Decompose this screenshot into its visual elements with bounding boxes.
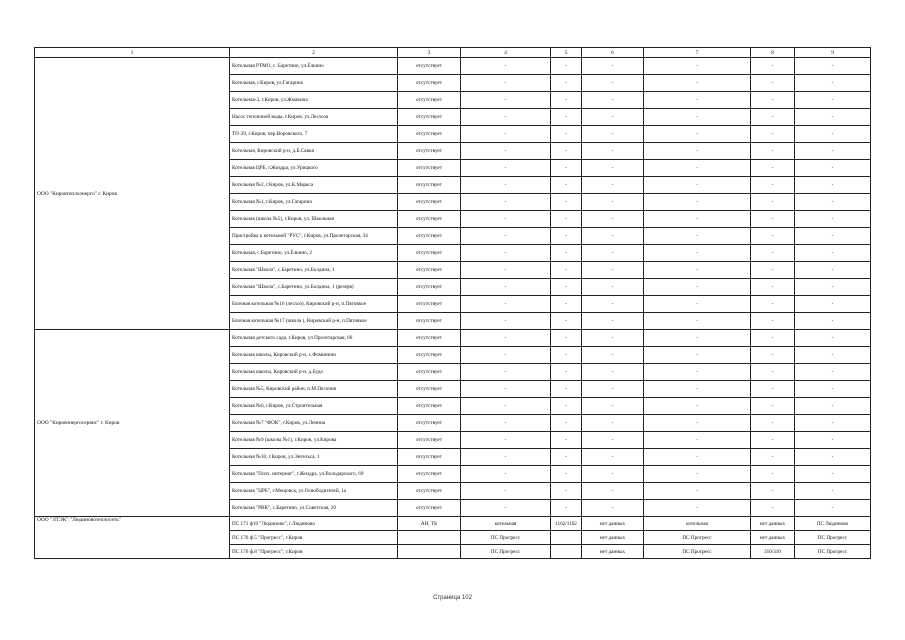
empty-value-cell: -	[644, 126, 751, 143]
empty-value-cell: -	[644, 262, 751, 279]
column-header: 2	[230, 48, 398, 58]
empty-value-cell: -	[551, 364, 582, 381]
empty-value-cell: -	[582, 160, 644, 177]
status-cell: отсутствует	[398, 279, 461, 296]
empty-value-cell: -	[644, 194, 751, 211]
empty-value-cell: -	[582, 398, 644, 415]
empty-value-cell: -	[644, 432, 751, 449]
value-cell: ПС Людиново	[795, 517, 871, 531]
empty-value-cell: -	[582, 364, 644, 381]
column-header: 6	[582, 48, 644, 58]
empty-value-cell: -	[582, 500, 644, 517]
value-cell: ПС Прогресс	[644, 545, 751, 559]
facility-name: Котельная школы, Кировский р-н, д.Буда	[230, 364, 398, 381]
value-cell	[398, 531, 461, 545]
facility-name: Котельная, г.Киров, ул.Гагарина	[230, 75, 398, 92]
empty-value-cell: -	[751, 75, 795, 92]
status-cell: отсутствует	[398, 160, 461, 177]
empty-value-cell: -	[551, 126, 582, 143]
empty-value-cell: -	[461, 245, 551, 262]
empty-value-cell: -	[795, 296, 871, 313]
empty-value-cell: -	[582, 313, 644, 330]
status-cell: отсутствует	[398, 228, 461, 245]
empty-value-cell: -	[582, 92, 644, 109]
value-cell	[551, 531, 582, 545]
table-row	[35, 517, 871, 531]
empty-value-cell: -	[795, 262, 871, 279]
empty-value-cell: -	[751, 398, 795, 415]
empty-value-cell: -	[644, 398, 751, 415]
value-cell: нет данных	[582, 517, 644, 531]
empty-value-cell: -	[582, 177, 644, 194]
status-cell: отсутствует	[398, 449, 461, 466]
empty-value-cell: -	[551, 92, 582, 109]
empty-value-cell: -	[461, 313, 551, 330]
empty-value-cell: -	[644, 92, 751, 109]
empty-value-cell: -	[751, 262, 795, 279]
empty-value-cell: -	[582, 58, 644, 75]
empty-value-cell: -	[795, 381, 871, 398]
empty-value-cell: -	[582, 143, 644, 160]
empty-value-cell: -	[461, 364, 551, 381]
value-cell	[398, 545, 461, 559]
empty-value-cell: -	[795, 228, 871, 245]
empty-value-cell: -	[644, 58, 751, 75]
empty-value-cell: -	[751, 330, 795, 347]
facility-name: ПС 176 ф.5 "Прогресс", г.Киров	[230, 531, 398, 545]
data-table	[34, 47, 871, 559]
empty-value-cell: -	[461, 143, 551, 160]
empty-value-cell: -	[461, 398, 551, 415]
empty-value-cell: -	[795, 330, 871, 347]
empty-value-cell: -	[551, 177, 582, 194]
empty-value-cell: -	[582, 347, 644, 364]
status-cell: отсутствует	[398, 500, 461, 517]
status-cell: отсутствует	[398, 466, 461, 483]
empty-value-cell: -	[751, 381, 795, 398]
organization-cell: ООО "ЛТЭК" "Людиновотеплосеть"	[35, 517, 230, 559]
column-header: 5	[551, 48, 582, 58]
empty-value-cell: -	[551, 432, 582, 449]
empty-value-cell: -	[795, 143, 871, 160]
column-header: 8	[751, 48, 795, 58]
facility-name: Пристройка к котельной "РУС", г.Киров, ул.Пролетарская, 34	[230, 228, 398, 245]
empty-value-cell: -	[461, 483, 551, 500]
empty-value-cell: -	[461, 92, 551, 109]
empty-value-cell: -	[751, 143, 795, 160]
value-cell: ПС Прогресс	[461, 531, 551, 545]
empty-value-cell: -	[461, 296, 551, 313]
empty-value-cell: -	[751, 500, 795, 517]
empty-value-cell: -	[551, 415, 582, 432]
empty-value-cell: -	[582, 75, 644, 92]
empty-value-cell: -	[795, 245, 871, 262]
empty-value-cell: -	[644, 347, 751, 364]
empty-value-cell: -	[795, 58, 871, 75]
empty-value-cell: -	[751, 466, 795, 483]
empty-value-cell: -	[644, 415, 751, 432]
status-cell: отсутствует	[398, 262, 461, 279]
empty-value-cell: -	[551, 313, 582, 330]
status-cell: отсутствует	[398, 177, 461, 194]
status-cell: отсутствует	[398, 58, 461, 75]
empty-value-cell: -	[461, 228, 551, 245]
empty-value-cell: -	[751, 483, 795, 500]
empty-value-cell: -	[644, 313, 751, 330]
status-cell: отсутствует	[398, 432, 461, 449]
empty-value-cell: -	[551, 347, 582, 364]
empty-value-cell: -	[582, 262, 644, 279]
empty-value-cell: -	[582, 296, 644, 313]
facility-name: Котельная №9 (школы №1), г.Киров, ул.Кирова	[230, 432, 398, 449]
empty-value-cell: -	[551, 262, 582, 279]
facility-name: Насос тепличной воды, г.Киров, ул.Лесхоза	[230, 109, 398, 126]
value-cell: нет данных	[751, 531, 795, 545]
empty-value-cell: -	[751, 296, 795, 313]
empty-value-cell: -	[795, 126, 871, 143]
value-cell: котельная	[461, 517, 551, 531]
status-cell: отсутствует	[398, 296, 461, 313]
value-cell	[551, 545, 582, 559]
value-cell: котельная	[644, 517, 751, 531]
empty-value-cell: -	[795, 347, 871, 364]
status-cell: отсутствует	[398, 364, 461, 381]
facility-name: Котельная, Кировский р-н, д.Б.Савки	[230, 143, 398, 160]
empty-value-cell: -	[751, 347, 795, 364]
status-cell: отсутствует	[398, 126, 461, 143]
empty-value-cell: -	[644, 160, 751, 177]
facility-name: Котельная "РВК", с.Баретино, ул.Советская, 20	[230, 500, 398, 517]
value-cell: 1162/1162	[551, 517, 582, 531]
facility-name: Котельная №10, г.Киров, ул.Энгельса, 1	[230, 449, 398, 466]
value-cell: нет данных	[751, 517, 795, 531]
empty-value-cell: -	[551, 245, 582, 262]
facility-name: Котельная (школа №5), г.Киров, ул. Школьная	[230, 211, 398, 228]
empty-value-cell: -	[461, 466, 551, 483]
empty-value-cell: -	[551, 381, 582, 398]
empty-value-cell: -	[582, 126, 644, 143]
facility-name: ПС 176 ф.8 "Прогресс", г.Киров	[230, 545, 398, 559]
empty-value-cell: -	[795, 313, 871, 330]
status-cell: отсутствует	[398, 245, 461, 262]
empty-value-cell: -	[644, 296, 751, 313]
empty-value-cell: -	[582, 330, 644, 347]
facility-name: ТП-39, г.Киров, пер.Воровского, 7	[230, 126, 398, 143]
empty-value-cell: -	[644, 75, 751, 92]
empty-value-cell: -	[582, 211, 644, 228]
value-cell: ПС Прогресс	[461, 545, 551, 559]
column-header: 1	[35, 48, 230, 58]
empty-value-cell: -	[551, 330, 582, 347]
empty-value-cell: -	[582, 109, 644, 126]
empty-value-cell: -	[582, 466, 644, 483]
value-cell: ПС Прогресс	[644, 531, 751, 545]
empty-value-cell: -	[551, 483, 582, 500]
value-cell: ПС Прогресс	[795, 531, 871, 545]
facility-name: Котельная "ЦРБ", г.Мещовск, ул.Освободителей, 1а	[230, 483, 398, 500]
value-cell: нет данных	[582, 531, 644, 545]
status-cell: отсутствует	[398, 211, 461, 228]
empty-value-cell: -	[551, 398, 582, 415]
value-cell: ПС Прогресс	[795, 545, 871, 559]
empty-value-cell: -	[795, 483, 871, 500]
empty-value-cell: -	[795, 160, 871, 177]
status-cell: отсутствует	[398, 313, 461, 330]
empty-value-cell: -	[582, 228, 644, 245]
empty-value-cell: -	[644, 245, 751, 262]
empty-value-cell: -	[461, 262, 551, 279]
empty-value-cell: -	[751, 177, 795, 194]
empty-value-cell: -	[551, 109, 582, 126]
empty-value-cell: -	[551, 58, 582, 75]
empty-value-cell: -	[551, 160, 582, 177]
value-cell: нет данных	[582, 545, 644, 559]
facility-name: Котельная №5, Кировский район, п.М.Песочня	[230, 381, 398, 398]
empty-value-cell: -	[582, 245, 644, 262]
empty-value-cell: -	[551, 75, 582, 92]
empty-value-cell: -	[461, 109, 551, 126]
empty-value-cell: -	[551, 449, 582, 466]
organization-cell: ООО "Кировэнергосервис" г. Киров	[35, 330, 230, 517]
status-cell: отсутствует	[398, 415, 461, 432]
empty-value-cell: -	[751, 58, 795, 75]
empty-value-cell: -	[644, 109, 751, 126]
empty-value-cell: -	[795, 364, 871, 381]
column-header: 7	[644, 48, 751, 58]
empty-value-cell: -	[461, 381, 551, 398]
empty-value-cell: -	[551, 228, 582, 245]
empty-value-cell: -	[551, 466, 582, 483]
empty-value-cell: -	[644, 449, 751, 466]
empty-value-cell: -	[751, 160, 795, 177]
empty-value-cell: -	[551, 143, 582, 160]
empty-value-cell: -	[795, 211, 871, 228]
empty-value-cell: -	[644, 279, 751, 296]
column-header: 9	[795, 48, 871, 58]
empty-value-cell: -	[751, 364, 795, 381]
facility-name: Блочная котельная №16 (лесхоз), Кировский р-н, п.Пятовкое	[230, 296, 398, 313]
table-row	[35, 58, 871, 75]
empty-value-cell: -	[582, 279, 644, 296]
status-cell: отсутствует	[398, 109, 461, 126]
empty-value-cell: -	[751, 245, 795, 262]
empty-value-cell: -	[644, 228, 751, 245]
facility-name: Котельная детского сада, г.Киров, ул Пролетарская, 66	[230, 330, 398, 347]
status-cell: отсутствует	[398, 143, 461, 160]
facility-name: Котельная школы, Кировский р-н, с.Фоминичи	[230, 347, 398, 364]
facility-name: Котельная РТМО, с. Баретино, ул.Ёлкино	[230, 58, 398, 75]
empty-value-cell: -	[461, 449, 551, 466]
status-cell: отсутствует	[398, 483, 461, 500]
facility-name: Котельная №2, г.Киров, ул.К.Маркса	[230, 177, 398, 194]
empty-value-cell: -	[751, 432, 795, 449]
empty-value-cell: -	[751, 92, 795, 109]
empty-value-cell: -	[795, 466, 871, 483]
empty-value-cell: -	[795, 92, 871, 109]
page-number: Страница 102	[433, 595, 472, 601]
empty-value-cell: -	[795, 415, 871, 432]
status-cell: отсутствует	[398, 194, 461, 211]
empty-value-cell: -	[795, 177, 871, 194]
empty-value-cell: -	[751, 211, 795, 228]
empty-value-cell: -	[461, 177, 551, 194]
empty-value-cell: -	[582, 415, 644, 432]
column-header: 3	[398, 48, 461, 58]
empty-value-cell: -	[751, 313, 795, 330]
empty-value-cell: -	[582, 432, 644, 449]
empty-value-cell: -	[644, 177, 751, 194]
empty-value-cell: -	[582, 381, 644, 398]
empty-value-cell: -	[551, 279, 582, 296]
empty-value-cell: -	[461, 160, 551, 177]
header-row	[35, 48, 871, 58]
empty-value-cell: -	[461, 211, 551, 228]
facility-name: ПС 171 ф10 "Людиново", г.Людиново	[230, 517, 398, 531]
empty-value-cell: -	[795, 279, 871, 296]
facility-name: Котельная-3, г.Киров, ул.Жмакина	[230, 92, 398, 109]
column-header: 4	[461, 48, 551, 58]
empty-value-cell: -	[751, 194, 795, 211]
organization-cell: ООО "Кировтеплоэнерго" г. Киров	[35, 58, 230, 330]
empty-value-cell: -	[461, 330, 551, 347]
empty-value-cell: -	[751, 279, 795, 296]
empty-value-cell: -	[582, 449, 644, 466]
empty-value-cell: -	[461, 194, 551, 211]
empty-value-cell: -	[644, 466, 751, 483]
empty-value-cell: -	[461, 75, 551, 92]
empty-value-cell: -	[461, 347, 551, 364]
empty-value-cell: -	[795, 75, 871, 92]
empty-value-cell: -	[795, 194, 871, 211]
value-cell: 310/310	[751, 545, 795, 559]
empty-value-cell: -	[461, 126, 551, 143]
facility-name: Котельная №1, г.Киров, ул.Гагарина	[230, 194, 398, 211]
empty-value-cell: -	[751, 126, 795, 143]
empty-value-cell: -	[644, 483, 751, 500]
empty-value-cell: -	[644, 211, 751, 228]
status-cell: отсутствует	[398, 330, 461, 347]
status-cell: отсутствует	[398, 398, 461, 415]
empty-value-cell: -	[795, 449, 871, 466]
status-cell: отсутствует	[398, 75, 461, 92]
facility-name: Котельная №7 "ФОК", г.Киров, ул.Ленина	[230, 415, 398, 432]
status-cell: отсутствует	[398, 92, 461, 109]
empty-value-cell: -	[461, 279, 551, 296]
empty-value-cell: -	[795, 109, 871, 126]
empty-value-cell: -	[644, 143, 751, 160]
empty-value-cell: -	[644, 381, 751, 398]
facility-name: Котельная, с.Баретино, ул.Ёлкино, 2	[230, 245, 398, 262]
empty-value-cell: -	[795, 500, 871, 517]
facility-name: Блочная котельная №17 (школа ), Кировский р-н, п.Пятовкое	[230, 313, 398, 330]
empty-value-cell: -	[461, 432, 551, 449]
empty-value-cell: -	[751, 415, 795, 432]
empty-value-cell: -	[644, 330, 751, 347]
empty-value-cell: -	[644, 500, 751, 517]
empty-value-cell: -	[461, 500, 551, 517]
status-cell: отсутствует	[398, 381, 461, 398]
facility-name: Котельная "Псих. интернат", г.Жиздра, ул.Володарского, 69	[230, 466, 398, 483]
empty-value-cell: -	[751, 228, 795, 245]
table-body	[35, 48, 871, 559]
value-cell: АИ, ТБ	[398, 517, 461, 531]
empty-value-cell: -	[461, 58, 551, 75]
empty-value-cell: -	[795, 432, 871, 449]
facility-name: Котельная ЦРБ, г.Жиздра, ул.Урицкого	[230, 160, 398, 177]
status-cell: отсутствует	[398, 347, 461, 364]
facility-name: Котельная "Школа", с.Баретино, ул.Болдина, 1	[230, 262, 398, 279]
facility-name: Котельная "Школа", с.Баретино, ул.Болдина, 1 (резерв)	[230, 279, 398, 296]
empty-value-cell: -	[461, 415, 551, 432]
empty-value-cell: -	[582, 194, 644, 211]
empty-value-cell: -	[644, 364, 751, 381]
empty-value-cell: -	[551, 296, 582, 313]
facility-name: Котельная №6, г.Киров, ул.Строительная	[230, 398, 398, 415]
empty-value-cell: -	[751, 109, 795, 126]
table-row	[35, 330, 871, 347]
empty-value-cell: -	[551, 500, 582, 517]
empty-value-cell: -	[751, 449, 795, 466]
empty-value-cell: -	[582, 483, 644, 500]
empty-value-cell: -	[795, 398, 871, 415]
empty-value-cell: -	[551, 211, 582, 228]
empty-value-cell: -	[551, 194, 582, 211]
